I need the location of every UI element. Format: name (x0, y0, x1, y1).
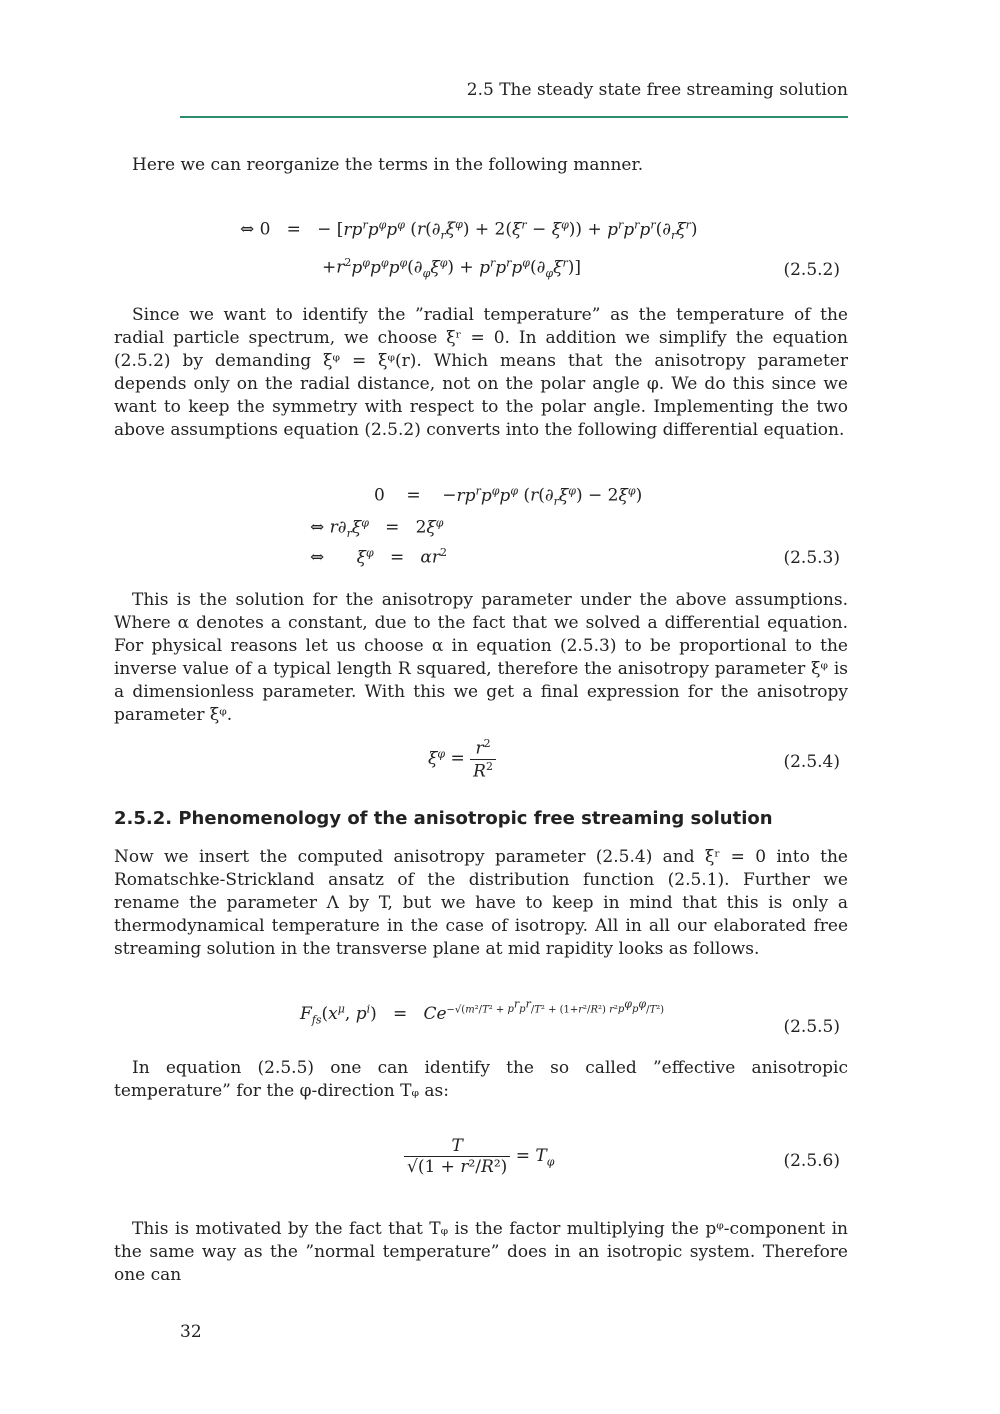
equation-2-5-3-line-2: ⇔ $r\partial_r\xi^\varphi = 2\xi^\varphi$ (310, 516, 444, 541)
equation-number-2-5-2: (2.5.2) (783, 260, 840, 280)
equation-2-5-3-line-1: 0 = $-rp^rp^\varphi p^\varphi$ $(r(\partial_r\xi^\varphi) - 2\xi^\varphi)$ (374, 484, 643, 509)
equation-2-5-4: $\xi^\varphi$ = $\frac{r^2}{R^2}$ (428, 737, 496, 781)
section-heading: 2.5.2. Phenomenology of the anisotropic free streaming solution (114, 808, 773, 829)
header-rule (180, 116, 848, 118)
equation-2-5-6: $\frac{T}{\text{√(1 + r²/R²)}}$ = $T_\varphi$ (404, 1136, 554, 1177)
running-header: 2.5 The steady state free streaming solution (466, 80, 848, 100)
paragraph-5: In equation (2.5.5) one can identify the so called ”effective anisotropic temperature” for the φ-direction Tᵩ as: (114, 1058, 848, 1101)
equation-number-2-5-3: (2.5.3) (783, 548, 840, 568)
equation-number-2-5-5: (2.5.5) (783, 1017, 840, 1037)
paragraph-6: This is motivated by the fact that Tᵩ is the factor multiplying the pᵠ-component in the same way as the ”normal temperature” does in an isotropic system. Therefore one can (114, 1219, 848, 1285)
paragraph-3: This is the solution for the anisotropy parameter under the above assumptions. Where α denotes a constant, due to the fact that we solved a differential equation. For physical reasons let us choose α in equation (2.5.3) to be proportional to the inverse value of a typical length R squared, therefore the anisotropy parameter ξᵠ is a dimensionless parameter. With this we get a final expression for the anisotropy parameter ξᵠ. (114, 590, 848, 725)
equation-number-2-5-6: (2.5.6) (783, 1151, 840, 1171)
equation-2-5-2-line-1: ⇔ 0 = − [$rp^rp^\varphi p^\varphi$ $(r(\partial_r\xi^\varphi) + 2(\xi^r - \xi^\varphi)) + p^rp^rp^r(\partial_r\xi^r)$ (240, 218, 698, 243)
equation-number-2-5-4: (2.5.4) (783, 752, 840, 772)
paragraph-4: Now we insert the computed anisotropy parameter (2.5.4) and ξʳ = 0 into the Romatschke-Strickland ansatz of the distribution function (2.5.1). Further we rename the parameter Λ by T, but we have to keep in mind that this is only a thermodynamical temperature in the case of isotropy. All in all our elaborated free streaming solution in the transverse plane at mid rapidity looks as follows. (114, 847, 848, 959)
equation-2-5-2-line-2: $+r^2p^\varphi p^\varphi p^\varphi(\partial_\varphi\xi^\varphi) + p^rp^rp^\varphi(\partial_\varphi\xi^r)$] (322, 256, 582, 281)
page-number: 32 (180, 1322, 202, 1342)
equation-2-5-3-line-3: ⇔ $\xi^\varphi = \alpha r^2$ (310, 546, 448, 568)
paragraph-2: Since we want to identify the ”radial temperature” as the temperature of the radial particle spectrum, we choose ξʳ = 0. In addition we simplify the equation (2.5.2) by demanding ξᵠ = ξᵠ(r). Which means that the anisotropy parameter depends only on the radial distance, not on the polar angle φ. We do this since we want to keep the symmetry with respect to the polar angle. Implementing the two above assumptions equation (2.5.2) converts into the following differential equation. (114, 305, 848, 440)
paragraph-1: Here we can reorganize the terms in the following manner. (132, 155, 644, 175)
equation-2-5-5: $F_{fs}(x^\mu$, $p^i) = Ce^{-√(m^2/T^2 + p^rp^r/T^2 + (1+r^2/R^2) r^2p^\varphi p^\varphi/T^2)}$ (300, 998, 665, 1027)
